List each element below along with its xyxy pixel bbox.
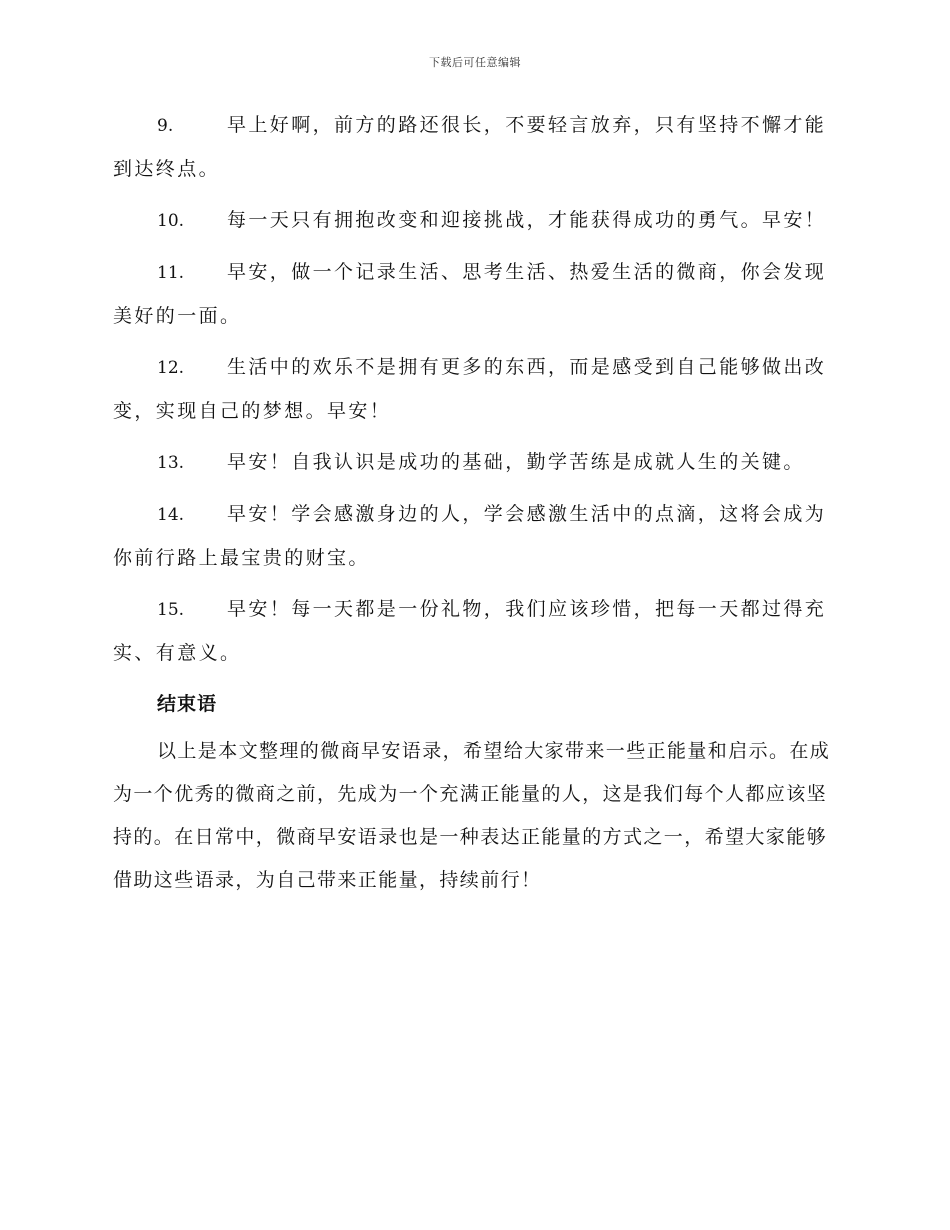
item-number: 14. bbox=[157, 505, 185, 525]
item-number: 15. bbox=[157, 600, 185, 620]
item-text: 早安！自我认识是成功的基础，勤学苦练是成就人生的关键。 bbox=[227, 451, 805, 473]
list-item bbox=[113, 199, 835, 243]
list-item bbox=[113, 588, 835, 675]
document-body bbox=[113, 104, 835, 902]
item-number: 12. bbox=[157, 358, 185, 378]
item-text: 早安！每一天都是一份礼物，我们应该珍惜，把每一天都过得充实、有意义。 bbox=[113, 598, 827, 664]
page-header-note: 下载后可任意编辑 bbox=[429, 56, 521, 69]
item-text: 早上好啊，前方的路还很长，不要轻言放弃，只有坚持不懈才能到达终点。 bbox=[113, 114, 827, 180]
list-item bbox=[113, 346, 835, 433]
item-number: 11. bbox=[157, 263, 185, 283]
item-number: 9. bbox=[157, 116, 174, 136]
item-text: 早安！学会感激身边的人，学会感激生活中的点滴，这将会成为你前行路上最宝贵的财宝。 bbox=[113, 503, 827, 569]
list-item bbox=[113, 493, 835, 580]
item-text: 生活中的欢乐不是拥有更多的东西，而是感受到自己能够做出改变，实现自己的梦想。早安！ bbox=[113, 356, 827, 422]
list-item bbox=[113, 441, 835, 485]
item-text: 早安，做一个记录生活、思考生活、热爱生活的微商，你会发现美好的一面。 bbox=[113, 261, 827, 327]
list-item bbox=[113, 251, 835, 338]
conclusion-paragraph: 以上是本文整理的微商早安语录，希望给大家带来一些正能量和启示。在成为一个优秀的微商之前，先成为一个充满正能量的人，这是我们每个人都应该坚持的。在日常中，微商早安语录也是一种表达正能量的方式之一，希望大家能够借助这些语录，为自己带来正能量，持续前行！ bbox=[113, 740, 831, 891]
item-text: 每一天只有拥抱改变和迎接挑战，才能获得成功的勇气。早安！ bbox=[227, 209, 827, 231]
list-item bbox=[113, 104, 835, 191]
item-number: 10. bbox=[157, 211, 185, 231]
conclusion-heading: 结束语 bbox=[157, 693, 218, 715]
item-number: 13. bbox=[157, 453, 185, 473]
